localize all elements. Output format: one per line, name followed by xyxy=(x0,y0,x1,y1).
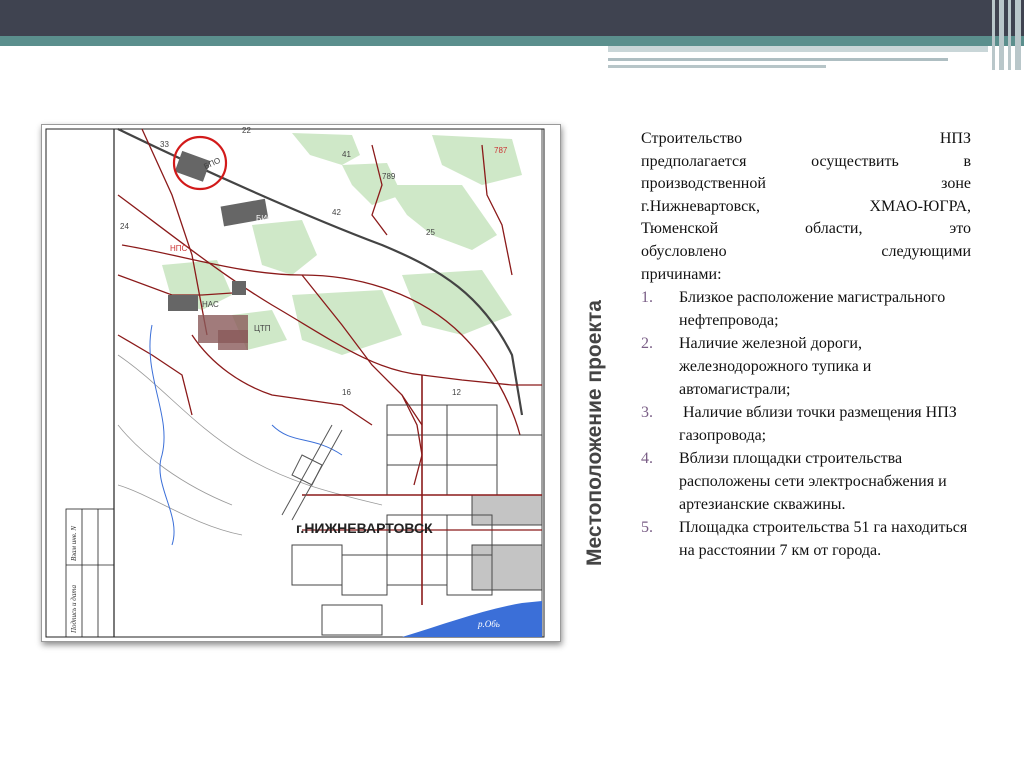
list-item xyxy=(641,287,971,332)
intro-line-7 xyxy=(641,264,971,287)
city-grid xyxy=(292,375,542,635)
airfield xyxy=(282,425,342,520)
intro-line-5 xyxy=(641,218,971,241)
label-789: 789 xyxy=(382,172,396,181)
intro-line-2 xyxy=(641,151,971,174)
header-deco-line-2 xyxy=(608,58,948,61)
map-drawing xyxy=(42,125,560,641)
label-bio: БИО xyxy=(256,214,274,223)
river-label: р.Обь xyxy=(478,619,500,629)
intro-word: зоне xyxy=(941,175,971,193)
intro-word: это xyxy=(949,220,971,238)
slide-accent-band xyxy=(0,36,1024,46)
slide-title: Местоположение проекта xyxy=(583,300,606,566)
label-16: 16 xyxy=(342,388,351,397)
list-item xyxy=(641,333,971,401)
reasons-list xyxy=(641,287,971,562)
intro-word: в xyxy=(963,152,971,170)
intro-word: Тюменской xyxy=(641,220,719,238)
list-item-text: Площадка строительства 51 га находиться на расстоянии 7 км от города. xyxy=(679,519,968,559)
intro-word: производственной xyxy=(641,175,766,193)
stamp-block xyxy=(66,509,114,637)
intro-word: следующими xyxy=(881,242,971,260)
label-bpo: БПО xyxy=(202,155,222,172)
list-item xyxy=(641,517,971,562)
label-42: 42 xyxy=(332,208,341,217)
intro-line-6 xyxy=(641,241,971,264)
river-ob xyxy=(402,601,542,637)
intro-word: Строительство xyxy=(641,130,743,147)
stamp-col-1: Взам инв. N xyxy=(70,526,78,561)
list-number: 4. xyxy=(641,450,653,468)
label-nac: НАС xyxy=(202,300,219,309)
intro-word: осуществить xyxy=(811,152,899,170)
intro-word: НПЗ xyxy=(939,130,971,147)
header-deco-line-1 xyxy=(608,46,988,52)
intro-word: г.Нижневартовск, xyxy=(641,197,760,215)
label-12: 12 xyxy=(452,388,461,397)
list-number: 3. xyxy=(641,404,653,422)
stamp-col-2: Подпись и дата xyxy=(70,585,78,633)
list-number: 5. xyxy=(641,519,653,537)
intro-word: причинами: xyxy=(641,265,722,283)
list-number: 2. xyxy=(641,335,653,353)
header-vertical-stripes xyxy=(988,0,1024,70)
relief-lines xyxy=(118,355,382,535)
label-24: 24 xyxy=(120,222,129,231)
list-item-text: Наличие вблизи точки размещения НПЗ газопровода; xyxy=(679,404,961,444)
label-22: 22 xyxy=(242,126,251,135)
location-map xyxy=(41,124,561,642)
intro-word: обусловлено xyxy=(641,242,727,260)
list-item-text: Вблизи площадки строительства расположены сети электроснабжения и артезианские скважины. xyxy=(679,450,947,513)
label-41: 41 xyxy=(342,150,351,159)
intro-line-1 xyxy=(641,128,971,151)
city-label: г.НИЖНЕВАРТОВСК xyxy=(296,520,433,536)
intro-word: предполагается xyxy=(641,152,747,170)
intro-word: ХМАО-ЮГРА, xyxy=(869,197,971,215)
label-787: 787 xyxy=(494,146,508,155)
intro-line-4 xyxy=(641,196,971,219)
slide-header-bar xyxy=(0,0,1024,36)
label-25: 25 xyxy=(426,228,435,237)
intro-line-3 xyxy=(641,173,971,196)
list-item-text: Близкое расположение магистрального нефтепровода; xyxy=(679,289,946,329)
slide-body xyxy=(641,128,971,562)
intro-paragraph xyxy=(641,128,971,286)
list-item-text: Наличие железной дороги, железнодорожного тупика и автомагистрали; xyxy=(679,335,872,398)
intro-word: области, xyxy=(805,220,863,238)
list-item xyxy=(641,448,971,516)
list-item xyxy=(641,402,971,447)
header-deco-line-3 xyxy=(608,65,826,68)
label-ctp: ЦТП xyxy=(254,324,271,333)
slide-title-container xyxy=(583,210,607,566)
list-number: 1. xyxy=(641,289,653,307)
label-33: 33 xyxy=(160,140,169,149)
label-nps: НПС xyxy=(170,244,188,253)
